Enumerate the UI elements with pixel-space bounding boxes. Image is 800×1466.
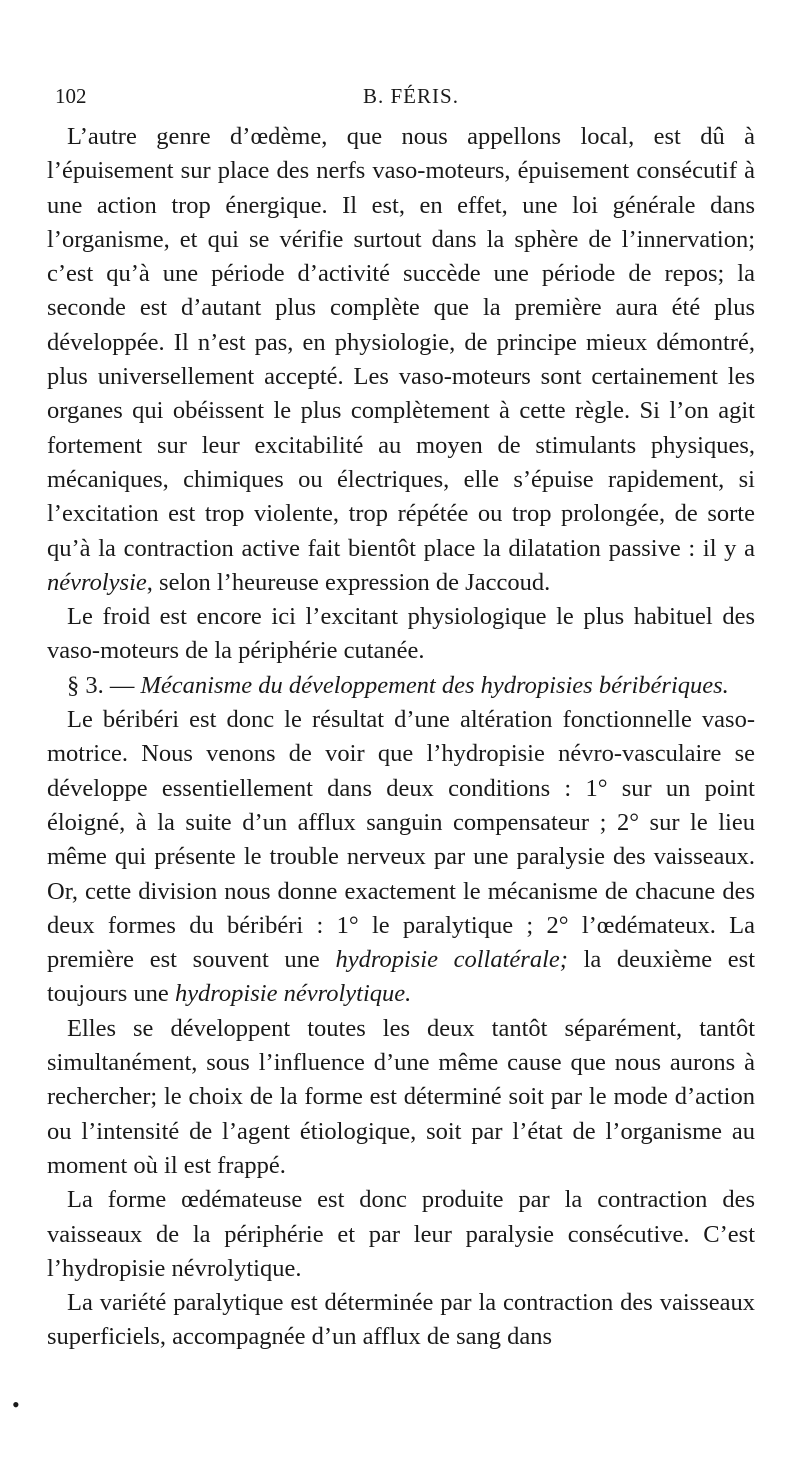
page-number: 102 [55,84,87,108]
paragraph: Elles se développent toutes les deux tantôt séparément, tantôt simultanément, sous l’influence d’une même cause que nous aurons à rechercher; le choix de la forme est déterminé soit par le mode d’action ou l’intensité de l’agent étiologique, soit par l’état de l’organisme au moment où il est frappé. [47,1014,755,1179]
paragraph: Le froid est encore ici l’excitant physiologique le plus habituel des vaso-moteurs de la périphérie cutanée. [47,603,755,665]
margin-mark: • [12,1392,20,1417]
paragraph-text: L’autre genre d’œdème, que nous appellons local, est dû à l’épuisement sur place des nerfs vaso-moteurs, épuisement consécutif à une action trop énergique. Il est, en effet, une loi générale dans l’organisme, et qui se vérifie surtout dans la sphère de l’innervation; c’est qu’à une période d’activité succède une période de repos; la seconde est d’autant plus complète que la première aura été plus développée. Il n’est pas, en physiologie, de principe mieux démontré, plus universellement accepté. Les vaso-moteurs sont certainement les organes qui obéissent le plus complètement à cette règle. Si l’on agit fortement sur leur excitabilité au moyen de stimulants physiques, mécaniques, chimiques ou électriques, elle s’épuise rapidement, si l’excitation est trop violente, trop répétée ou trop prolongée, de sorte qu’à la contraction active fait bientôt place la dilatation passive : il y a [47,123,755,562]
paragraph [47,120,755,600]
section-heading [47,669,755,703]
section-title: Mécanisme du développement des hydropisies béribériques. [140,671,729,699]
italic-term: névrolysie [47,568,147,596]
paragraph [47,703,755,1012]
paragraph-text: , selon l’heureuse expression de Jaccoud. [146,568,551,596]
page-header [47,80,755,120]
paragraph-text: la deuxième est toujours une [47,946,755,1008]
running-title: B. FÉRIS. [363,84,459,108]
paragraph-text: Le béribéri est donc le résultat d’une altération fonctionnelle vaso-motrice. Nous venons de voir que l’hydropisie névro-vasculaire se développe essentiellement dans deux conditions : 1° sur un point éloigné, à la suite d’un afflux sanguin compensateur ; 2° sur le lieu même qui présente le trouble nerveux par une paralysie des vaisseaux. Or, cette division nous donne exactement le mécanisme de chacune des deux formes du béribéri : 1° le paralytique ; 2° l’œdémateux. La première est souvent une [47,706,755,974]
body-text [47,120,755,1355]
italic-term: hydropisie névrolytique. [174,980,412,1008]
section-number: § 3. — [67,671,141,699]
paragraph: La forme œdémateuse est donc produite par la contraction des vaisseaux de la périphérie et par leur paralysie consécutive. C’est l’hydropisie névrolytique. [47,1186,755,1282]
italic-term: hydropisie collatérale; [335,946,568,974]
paragraph: La variété paralytique est déterminée par la contraction des vaisseaux superficiels, accompagnée d’un afflux de sang dans [47,1289,755,1351]
document-page [47,80,755,1355]
